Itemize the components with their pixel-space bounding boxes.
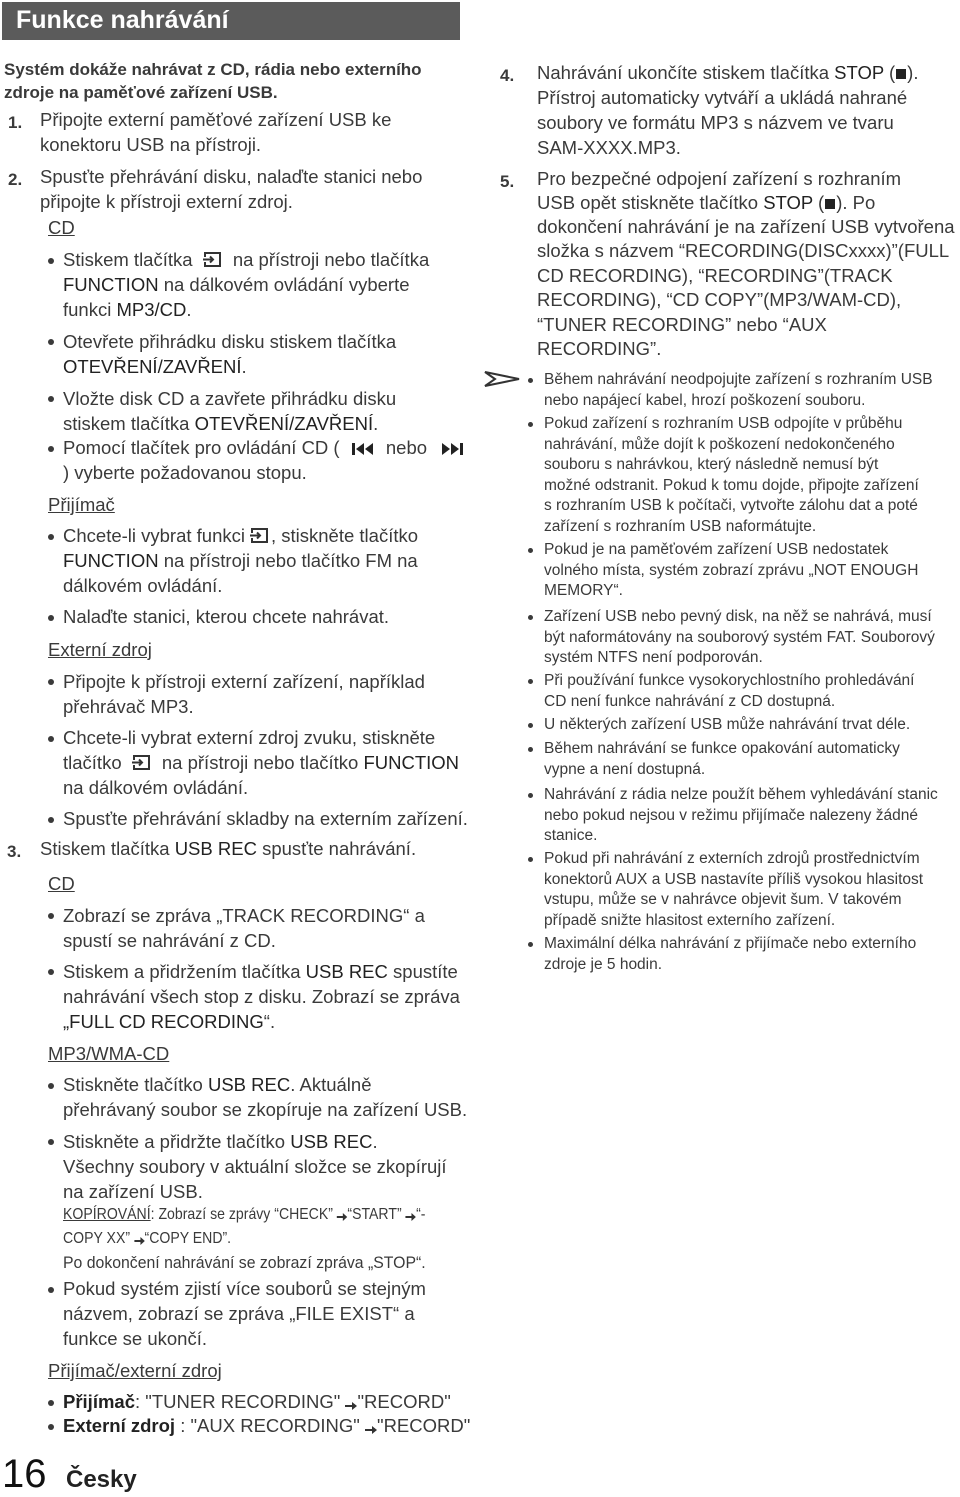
step2-line-1: Spusťte přehrávání disku, nalaďte stanici nebo [40,166,423,187]
note-line: Nahrávání z rádia nelze použít během vyhledávání stanic [544,786,938,803]
mp3-bullet-2-line-2: Všechny soubory v aktuální složce se zkopírují [63,1156,447,1177]
step-number: 4. [500,66,515,85]
step5-line-8: RECORDING”. [537,338,662,359]
copy-note-line-1: KOPÍROVÁNÍ: Zobrazí se zprávy “CHECK” “START” “- [63,1204,425,1229]
cd-bullet-2-line-1: Otevřete přihrádku disku stiskem tlačítka [63,331,397,352]
step1-line-1: Připojte externí paměťové zařízení USB ke [40,109,392,130]
cd-bullet-3-line-1: Vložte disk CD a zavřete přihrádku disku [63,388,397,409]
note-line: Během nahrávání se funkce opakování automaticky [544,740,900,757]
mp3-bullet-2-line-1: Stiskněte a přidržte tlačítko USB REC. [63,1131,378,1152]
external-heading: Externí zdroj [48,639,152,660]
tuner-external-bullet-2: Externí zdroj : "AUX RECORDING" "RECORD" [63,1413,470,1441]
bullet-dot [48,258,54,264]
step3-text: Stiskem tlačítka USB REC spusťte nahrávání. [40,838,417,859]
note-line: vstupu, může se v nahrávce objevit šum. V takovém [544,891,902,908]
note-line: zdroje je 5 hodin. [544,955,663,973]
note-line: stanice. [544,827,598,844]
note-line: Pokud zařízení s rozhraním USB odpojíte v průběhu [544,415,903,432]
step2-line-2: připojte k přístroji externí zdroj. [40,191,293,212]
step1-line-2: konektoru USB na přístroji. [40,134,262,155]
bullet-dot [48,396,54,402]
stop-square-icon [895,61,907,86]
bullet-dot [48,446,54,452]
note-line: Během nahrávání neodpojujte zařízení s rozhraním USB [544,371,933,388]
note-line: zařízení s rozhraním USB naformátujte. [544,517,817,535]
skip-back-icon [351,438,375,463]
tuner-bullet-2: Nalaďte stanici, kterou chcete nahrávat. [63,606,390,627]
small-right-arrow-icon [365,1416,377,1441]
tuner-external-bullet-1: Přijímač: "TUNER RECORDING" "RECORD" [63,1389,451,1417]
section-title: Funkce nahrávání [16,6,229,34]
external-bullet-1-line-1: Připojte k přístroji externí zařízení, například [63,671,425,692]
bullet-dot [48,969,54,975]
small-right-arrow-icon [337,1207,348,1229]
cd-bullet-4-line-1: Pomocí tlačítek pro ovládání CD ( nebo [63,435,464,463]
note-bullet-dot [528,422,533,427]
note-line: CD není funkce nahrávání z CD dostupná. [544,692,836,710]
cd-bullet-1-line-1: Stiskem tlačítka na přístroji nebo tlačítka [63,249,430,270]
external-bullet-2-line-3: na dálkovém ovládání. [63,777,249,798]
tuner-heading: Přijímač [48,494,115,515]
note-bullet-dot [528,378,533,383]
tuner-bullet-1-line-1: Chcete-li vybrat funkci , stiskněte tlačítko [63,525,419,546]
mp3-bullet-2-line-3: na zařízení USB. [63,1181,203,1202]
step5-line-6: RECORDING), “CD COPY”(MP3/WAM-CD), [537,289,902,310]
note-bullet-dot [528,679,533,684]
bullet-dot [48,736,54,742]
bullet-dot [48,534,54,540]
note-line: nebo pokud nejsou v režimu přijímače nalezeny žádné [544,806,918,824]
mp3-bullet-3-line-2: názvem, zobrazí se zpráva „FILE EXIST“ a [63,1303,415,1324]
copy-note-line-2: COPY XX” “COPY END”. [63,1228,231,1253]
step-number: 5. [500,172,515,191]
cd-bullet-4-line-2: ) vyberte požadovanou stopu. [63,462,307,483]
intro-line-1: Systém dokáže nahrávat z CD, rádia nebo externího [4,60,422,79]
mp3-heading: MP3/WMA-CD [48,1043,170,1064]
bullet-dot [48,1424,54,1430]
step5-line-7: “TUNER RECORDING” nebo “AUX [537,314,827,335]
note-bullet-dot [528,747,533,752]
mp3-bullet-1-line-1: Stiskněte tlačítko USB REC. Aktuálně [63,1074,372,1095]
step4-line-4: SAM-XXXX.MP3. [537,137,681,158]
note-line: systém NTFS není podporován. [544,649,763,666]
step5-line-4: složka s názvem “RECORDING(DISCxxxx)”(FULL [537,240,950,261]
note-bullet-dot [528,793,533,798]
bullet-dot [48,1400,54,1406]
step4-line-2: Přístroj automaticky vytváří a ukládá nahrané [537,87,908,108]
note-bullet-dot [528,615,533,620]
mp3-bullet-1-line-2: přehrávaný soubor se zkopíruje na zařízení USB. [63,1099,468,1120]
note-line: možné odstranit. Pokud k tomu dojde, připojte zařízení [544,476,919,494]
note-line: být naformátovány na souborový systém FAT. Souborový [544,628,935,646]
step5-line-1: Pro bezpečné odpojení zařízení s rozhraním [537,168,902,189]
cd-heading-2: CD [48,873,75,894]
note-line: s rozhraním USB k počítači, vytvořte zálohu dat a poté [544,497,918,514]
step5-line-3: dokončení nahrávání je na zařízení USB vytvořena [537,216,955,237]
note-line: Při používání funkce vysokorychlostního prohledávání [544,672,915,689]
note-line: Maximální délka nahrávání z přijímače nebo externího [544,935,917,952]
cd-bullet-3-line-2: stiskem tlačítka OTEVŘENÍ/ZAVŘENÍ. [63,413,379,434]
small-right-arrow-icon [134,1231,145,1253]
cd-bullet-1-line-2: FUNCTION na dálkovém ovládání vyberte [63,274,410,295]
bullet-dot [48,1083,54,1089]
bullet-dot [48,817,54,823]
tuner-bullet-1-line-2: FUNCTION na přístroji nebo tlačítko FM na [63,550,418,571]
note-line: souboru s nahrávkou, který následně nemusí být [544,456,879,473]
stop-square-icon [824,191,836,216]
note-line: Zařízení USB nebo pevný disk, na něž se nahrává, musí [544,608,932,625]
note-line: Pokud je na paměťovém zařízení USB nedostatek [544,541,889,558]
note-line: konektorů AUX a USB nastavíte příliš vysokou hlasitost [544,870,924,888]
intro-line-2: zdroje na paměťové zařízení USB. [4,83,278,102]
cd2-bullet-2-line-1: Stiskem a přidržením tlačítka USB REC spustíte [63,961,458,982]
mp3-bullet-3-line-3: funkce se ukončí. [63,1328,207,1349]
step5-line-2: USB opět stiskněte tlačítko STOP ( ). Po [537,190,875,216]
small-right-arrow-icon [406,1207,417,1229]
step-number: 2. [8,170,23,189]
note-bullet-dot [528,857,533,862]
cd-bullet-2-line-2: OTEVŘENÍ/ZAVŘENÍ. [63,356,247,377]
function-source-icon [249,526,271,544]
external-bullet-1-line-2: přehrávač MP3. [63,696,194,717]
note-line: nahrávání, může dojít k poškození nedokončeného [544,435,895,453]
step4-line-3: soubory ve formátu MP3 s názvem ve tvaru [537,112,894,133]
cd2-bullet-1-line-2: spustí se nahrávání z CD. [63,930,276,951]
note-line: případě snižte hlasitost externího zařízení. [544,911,836,929]
copy-note-line-3: Po dokončení nahrávání se zobrazí zpráva „STOP“. [63,1253,426,1272]
note-line: volného místa, systém zobrazí zprávu „NOT ENOUGH [544,561,919,579]
tuner-external-heading: Přijímač/externí zdroj [48,1360,222,1381]
step-number: 1. [8,113,23,132]
section-title-bar [2,2,460,40]
external-bullet-2-line-1: Chcete-li vybrat externí zdroj zvuku, stiskněte [63,727,436,748]
note-bullet-dot [528,548,533,553]
function-source-icon [131,753,153,771]
language-label: Česky [66,1466,137,1493]
note-line: vypne a není dostupná. [544,760,706,778]
bullet-dot [48,1287,54,1293]
function-source-icon [202,250,224,268]
cd2-bullet-2-line-3: „FULL CD RECORDING“. [63,1011,276,1032]
note-line: Pokud při nahrávání z externích zdrojů prostřednictvím [544,850,920,867]
bullet-dot [48,913,54,919]
skip-forward-icon [440,438,464,463]
bullet-dot [48,339,54,345]
mp3-bullet-3-line-1: Pokud systém zjistí více souborů se stejným [63,1278,426,1299]
bullet-dot [48,615,54,621]
cd-heading: CD [48,217,75,238]
cd2-bullet-1-line-1: Zobrazí se zpráva „TRACK RECORDING“ a [63,905,425,926]
note-bullet-dot [528,942,533,947]
bullet-dot [48,679,54,685]
tuner-bullet-1-line-3: dálkovém ovládání. [63,575,223,596]
note-line: U některých zařízení USB může nahrávání trvat déle. [544,716,911,733]
bullet-dot [48,1139,54,1145]
step5-line-5: CD RECORDING), “RECORDING”(TRACK [537,265,893,286]
note-arrow-icon [483,368,523,395]
step-number: 3. [7,842,22,861]
page-number: 16 [2,1452,47,1496]
external-bullet-3: Spusťte přehrávání skladby na externím zařízení. [63,808,468,829]
external-bullet-2-line-2: tlačítko na přístroji nebo tlačítko FUNCTION [63,752,460,773]
note-bullet-dot [528,723,533,728]
cd-bullet-1-line-3: funkci MP3/CD. [63,299,192,320]
note-line: MEMORY“. [544,582,623,599]
cd2-bullet-2-line-2: nahrávání všech stop z disku. Zobrazí se zpráva [63,986,460,1007]
step4-line-1: Nahrávání ukončíte stiskem tlačítka STOP ( ). [537,60,918,86]
note-line: nebo napájecí kabel, hrozí poškození souboru. [544,391,866,409]
